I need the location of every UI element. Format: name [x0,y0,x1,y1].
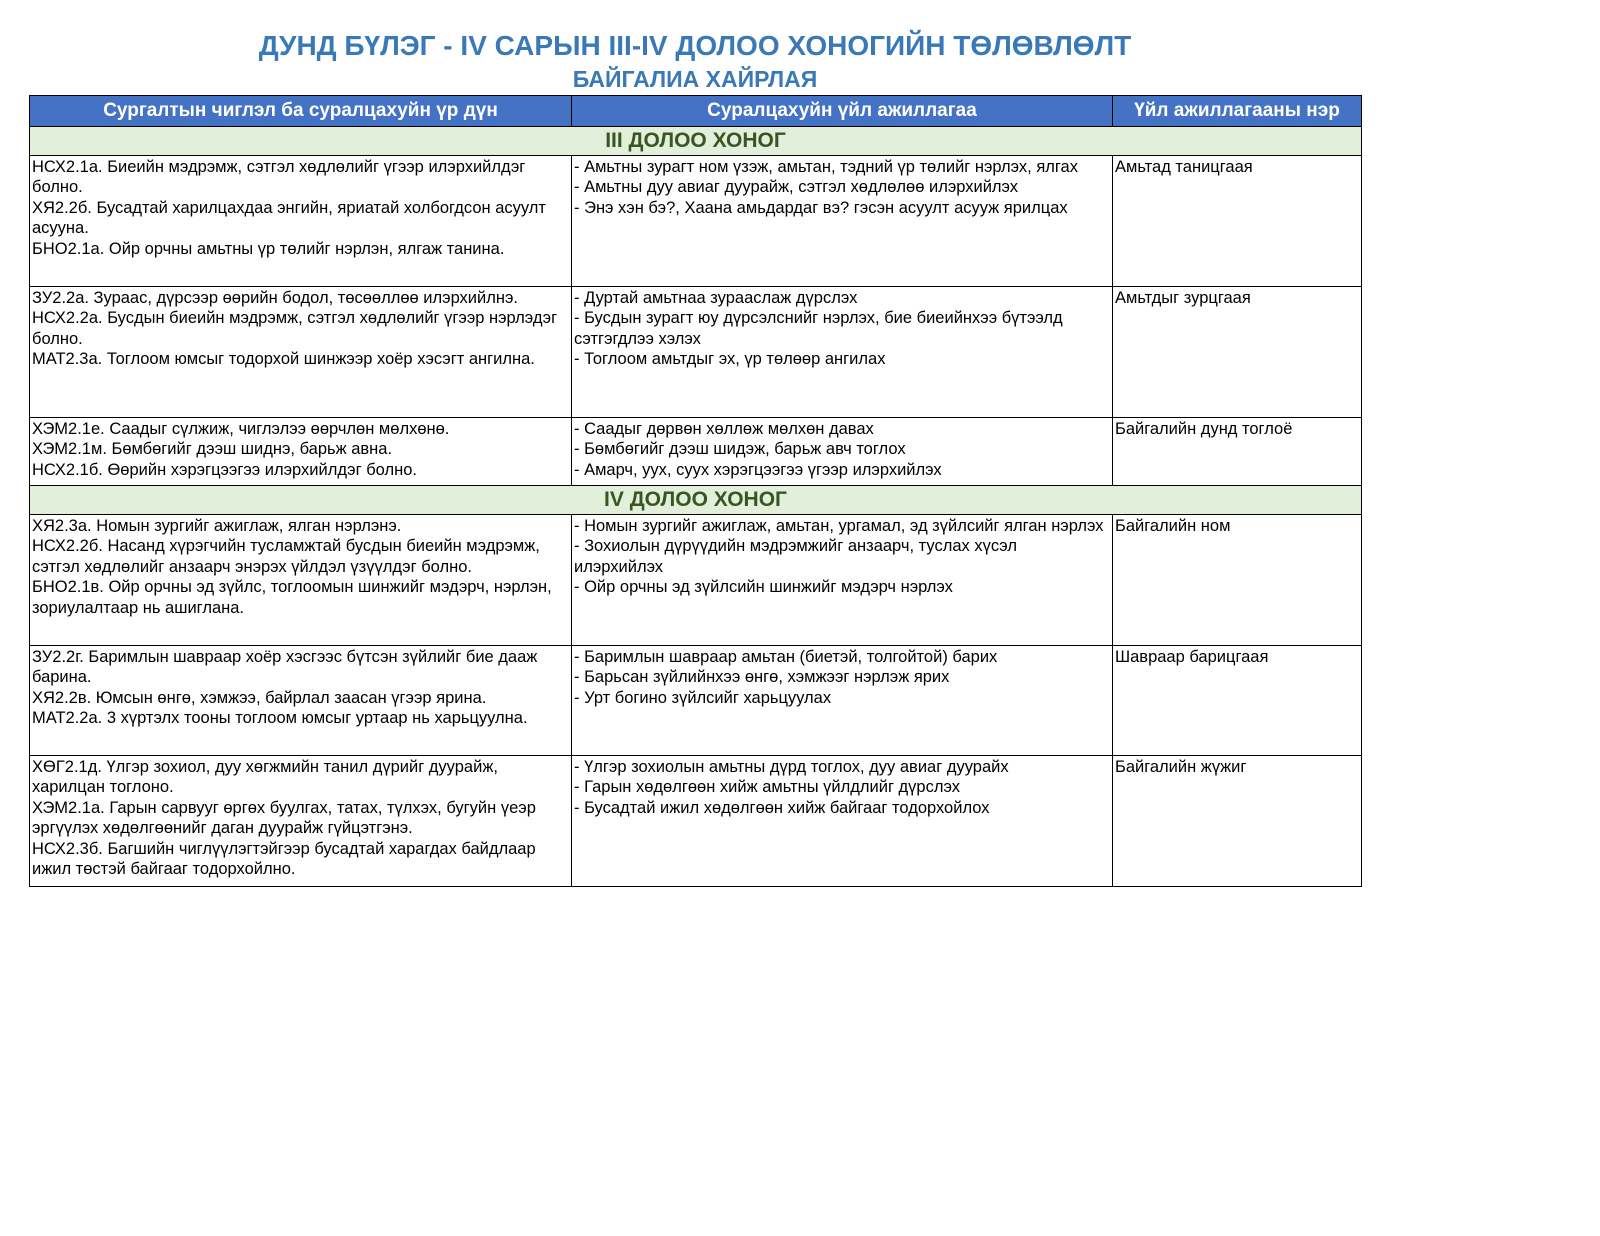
plan-table [29,95,1362,887]
header-outcomes: Сургалтын чиглэл ба суралцахуйн үр дүн [30,96,572,127]
week-label: IV ДОЛОО ХОНОГ [30,486,1362,515]
outcomes-cell: ЗУ2.2а. Зураас, дүрсээр өөрийн бодол, төсөөллөө илэрхийлнэ. НСХ2.2а. Бусдын биеийн мэдрэмж, сэтгэл хөдлөлийг үгээр нэрлэдэг болно. МАТ2.3а. Тоглоом юмсыг тодорхой шинжээр хоёр хэсэгт ангилна. [30,287,572,418]
table-row [30,756,1362,887]
activities-cell: - Амьтны зурагт ном үзэж, амьтан, тэдний үр төлийг нэрлэх, ялгах - Амьтны дуу авиаг дуурайж, сэтгэл хөдлөлөө илэрхийлэх - Энэ хэн бэ?, Хаана амьдардаг вэ? гэсэн асуулт асууж ярилцах [572,156,1113,287]
week-row-3 [30,127,1362,156]
activities-cell: - Номын зургийг ажиглаж, амьтан, ургамал, эд зүйлсийг ялган нэрлэх - Зохиолын дүрүүдийн мэдрэмжийг анзаарч, туслах хүсэл илэрхийлэх - Ойр орчны эд зүйлсийн шинжийг мэдэрч нэрлэх [572,515,1113,646]
activities-cell: - Саадыг дөрвөн хөллөж мөлхөн давах - Бөмбөгийг дээш шидэж, барьж авч тоглох - Амарч, уух, суух хэрэгцээгээ үгээр илэрхийлэх [572,418,1113,486]
outcomes-cell: НСХ2.1а. Биеийн мэдрэмж, сэтгэл хөдлөлийг үгээр илэрхийлдэг болно. ХЯ2.2б. Бусадтай харилцахдаа энгийн, яриатай холбогдсон асуулт асууна. БНО2.1а. Ойр орчны амьтны үр төлийг нэрлэн, ялгаж танина. [30,156,572,287]
activity-name-cell: Амьтад таницгаая [1113,156,1362,287]
activity-name-cell: Байгалийн жүжиг [1113,756,1362,887]
header-activity-name: Үйл ажиллагааны нэр [1113,96,1362,127]
activity-name-cell: Амьтдыг зурцгаая [1113,287,1362,418]
header-activities: Суралцахуйн үйл ажиллагаа [572,96,1113,127]
table-row [30,515,1362,646]
week-label: III ДОЛОО ХОНОГ [30,127,1362,156]
table-header-row [30,96,1362,127]
outcomes-cell: ХЯ2.3а. Номын зургийг ажиглаж, ялган нэрлэнэ. НСХ2.2б. Насанд хүрэгчийн тусламжтай бусдын биеийн мэдрэмж, сэтгэл хөдлөлийг анзаарч энэрэх үйлдэл үзүүлдэг болно. БНО2.1в. Ойр орчны эд зүйлс, тоглоомын шинжийг мэдэрч, нэрлэн, зориулалтаар нь ашиглана. [30,515,572,646]
table-row [30,156,1362,287]
activities-cell: - Баримлын шавраар амьтан (биетэй, толгойтой) барих - Барьсан зүйлийнхээ өнгө, хэмжээг нэрлэж ярих - Урт богино зүйлсийг харьцуулах [572,646,1113,756]
table-row [30,287,1362,418]
table-row [30,418,1362,486]
table-row [30,646,1362,756]
outcomes-cell: ЗУ2.2г. Баримлын шавраар хоёр хэсгээс бүтсэн зүйлийг бие дааж барина. ХЯ2.2в. Юмсын өнгө, хэмжээ, байрлал заасан үгээр ярина. МАТ2.2а. 3 хүртэлх тооны тоглоом юмсыг уртаар нь харьцуулна. [30,646,572,756]
outcomes-cell: ХӨГ2.1д. Үлгэр зохиол, дуу хөгжмийн танил дүрийг дуурайж, харилцан тоглоно. ХЭМ2.1а. Гарын сарвууг өргөх буулгах, татах, түлхэх, бугуйн үеэр эргүүлэх хөдөлгөөнийг даган дуурайж гүйцэтгэнэ. НСХ2.3б. Багшийн чиглүүлэгтэйгээр бусадтай харагдах байдлаар ижил төстэй байгааг тодорхойлно. [30,756,572,887]
page-title: ДУНД БҮЛЭГ - IV САРЫН III-IV ДОЛОО ХОНОГИЙН ТӨЛӨВЛӨЛТ [258,30,1132,61]
page-subtitle: БАЙГАЛИА ХАЙРЛАЯ [572,66,818,92]
activities-cell: - Дуртай амьтнаа зурааслаж дүрслэх - Бусдын зурагт юу дүрсэлснийг нэрлэх, бие биеийнхээ бүтээлд сэтгэгдлээ хэлэх - Тоглоом амьтдыг эх, үр төлөөр ангилах [572,287,1113,418]
activity-name-cell: Байгалийн дунд тоглоё [1113,418,1362,486]
activity-name-cell: Байгалийн ном [1113,515,1362,646]
week-row-4 [30,486,1362,515]
activity-name-cell: Шавраар барицгаая [1113,646,1362,756]
outcomes-cell: ХЭМ2.1е. Саадыг сүлжиж, чиглэлээ өөрчлөн мөлхөнө. ХЭМ2.1м. Бөмбөгийг дээш шиднэ, барьж авна. НСХ2.1б. Өөрийн хэрэгцээгээ илэрхийлдэг болно. [30,418,572,486]
activities-cell: - Үлгэр зохиолын амьтны дүрд тоглох, дуу авиаг дуурайх - Гарын хөдөлгөөн хийж амьтны үйлдлийг дүрслэх - Бусадтай ижил хөдөлгөөн хийж байгааг тодорхойлох [572,756,1113,887]
